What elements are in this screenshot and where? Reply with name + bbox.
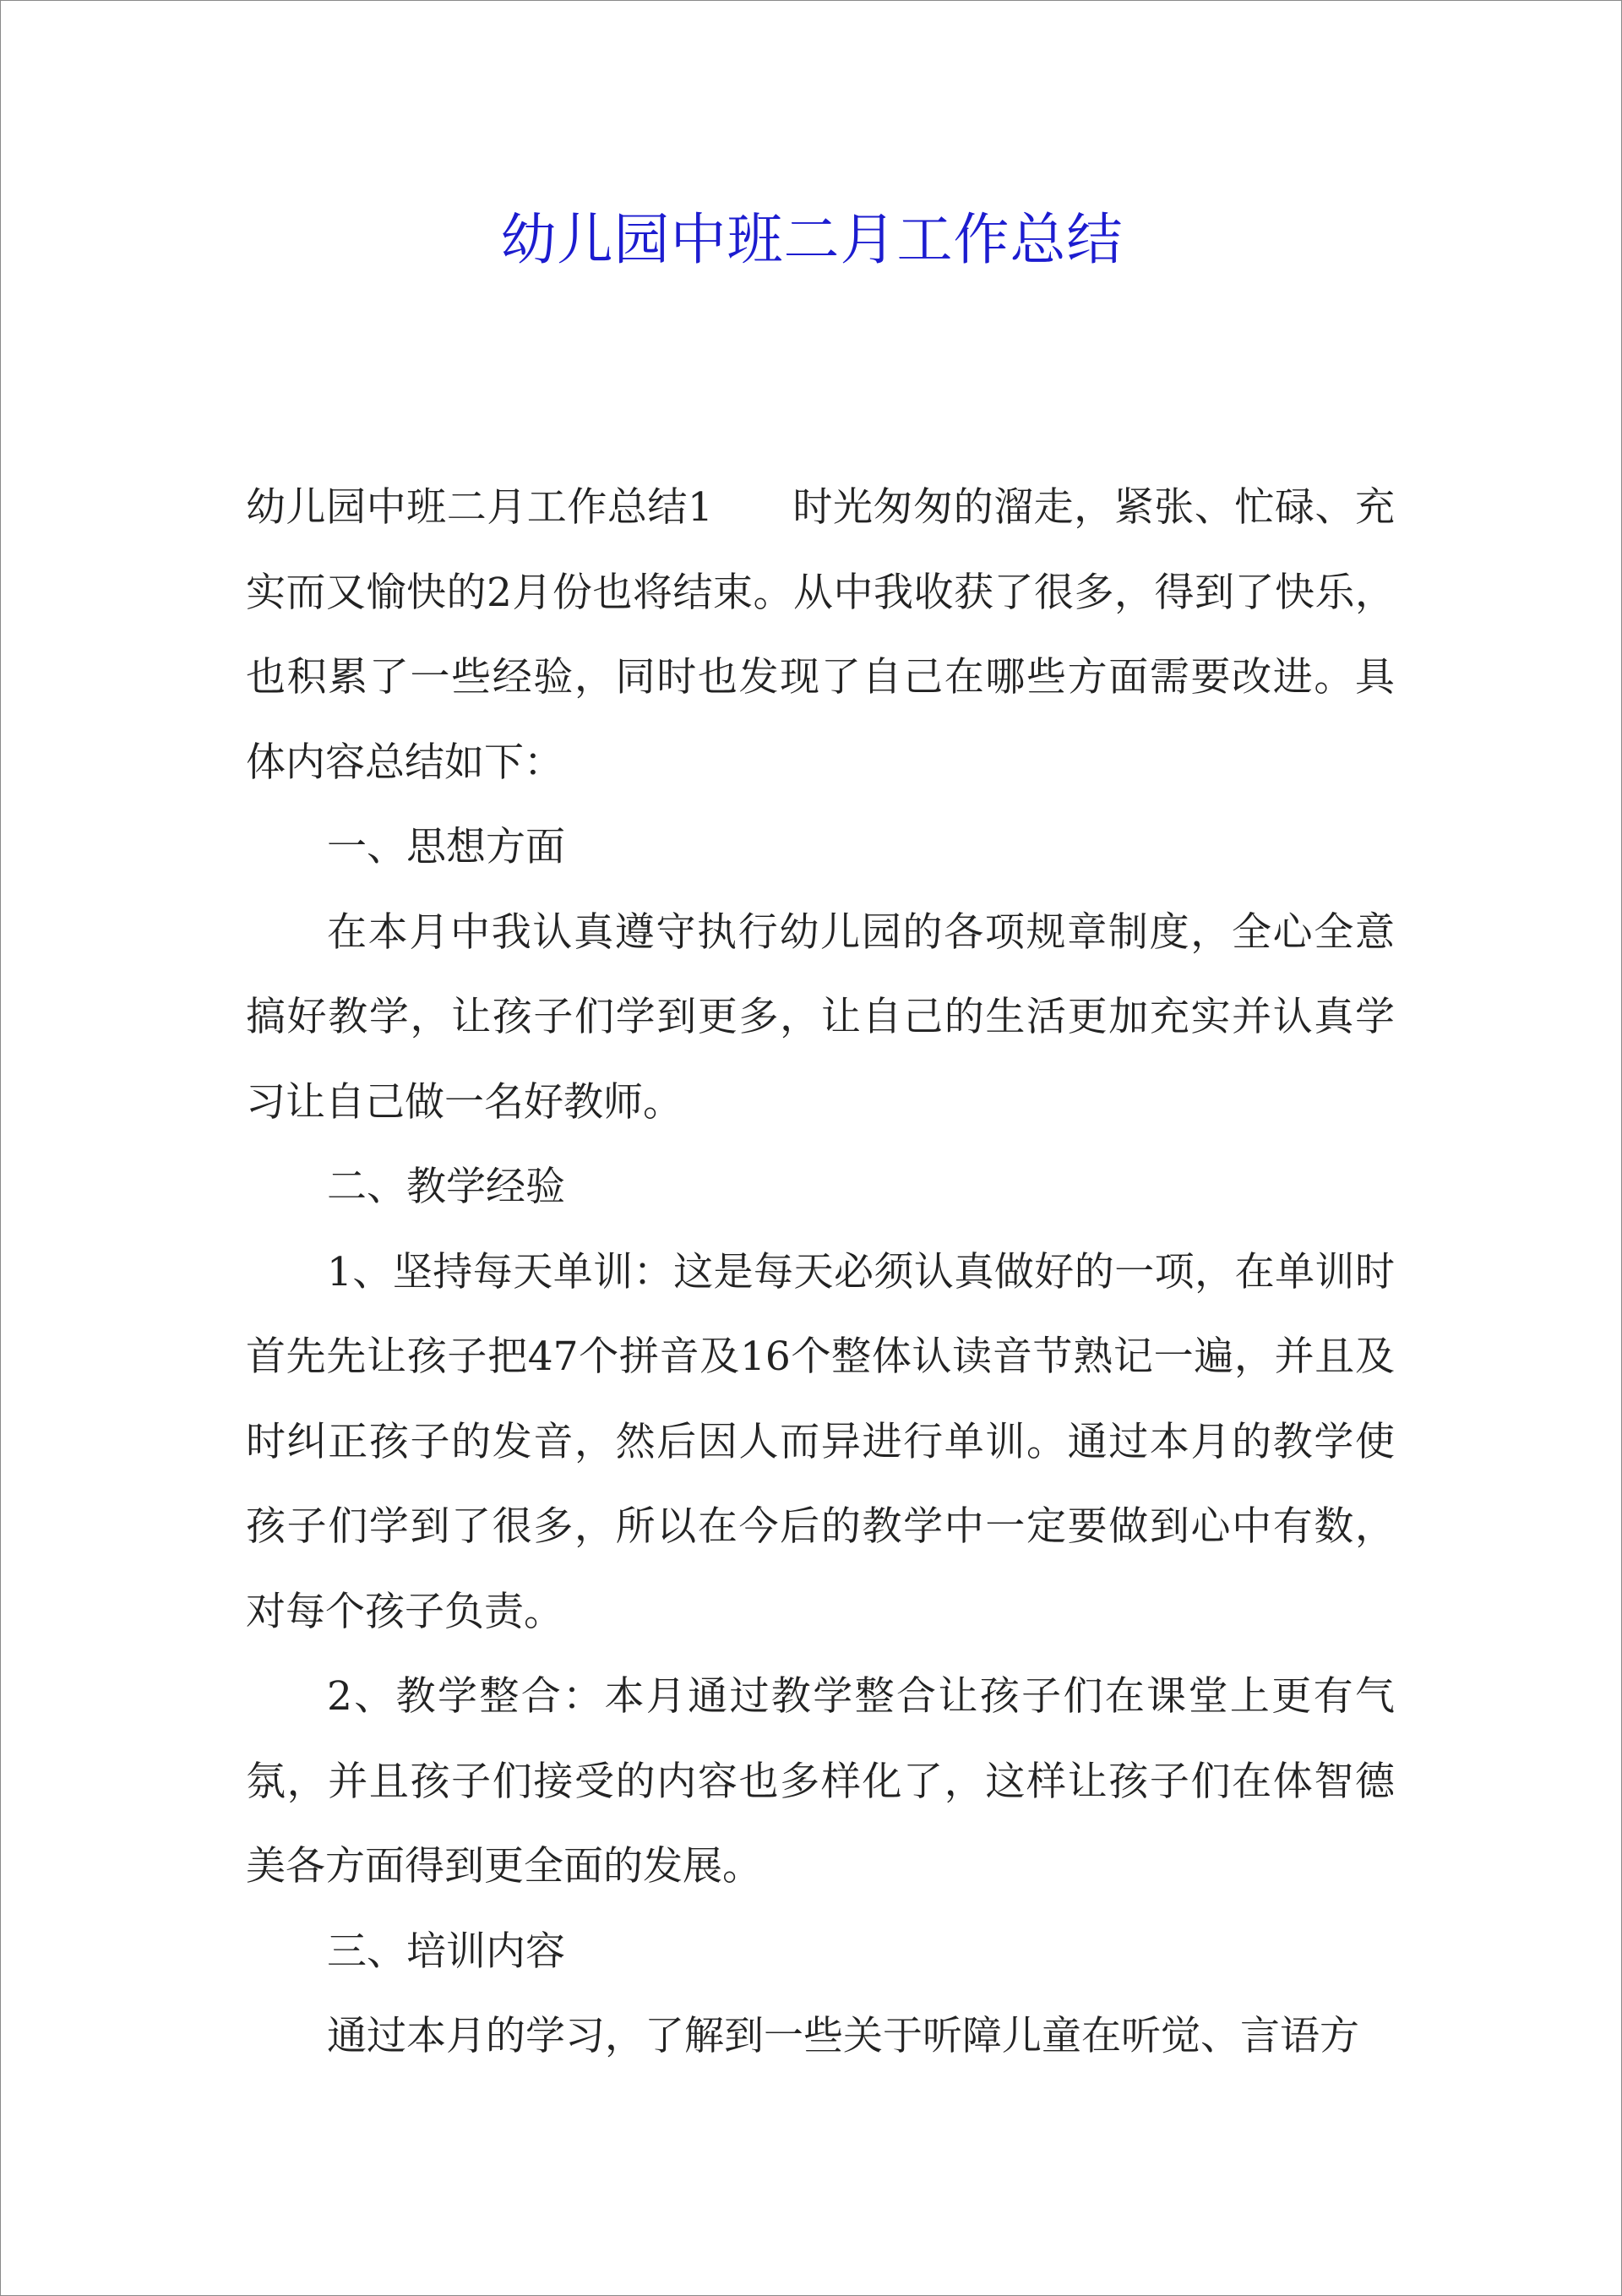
document-body <box>246 466 1395 2080</box>
intro-text: 时光匆匆的溜走，紧张、忙碌、充实而又愉快的2月份也将结束。从中我收获了很多，得到了快乐，也积累了一些经验，同时也发现了自己在哪些方面需要改进。具体内容总结如下： <box>246 484 1396 786</box>
paragraph-teaching-integration: 2、教学整合：本月通过教学整合让孩子们在课堂上更有气氛，并且孩子们接受的内容也多样化了，这样让孩子们在体智德美各方面得到更全面的发展。 <box>246 1673 1395 1890</box>
intro-heading: 幼儿园中班二月工作总结1 <box>246 484 713 531</box>
section-heading-training: 三、培训内容 <box>327 1928 565 1975</box>
intro-paragraph <box>246 466 1395 805</box>
section-heading-teaching: 二、教学经验 <box>327 1164 565 1210</box>
paragraph-daily-training: 1、坚持每天单训：这是每天必须认真做好的一项，在单训时首先先让孩子把47个拼音及16个整体认读音节熟记一遍，并且及时纠正孩子的发音，然后因人而异进行单训。通过本月的教学使孩子们学到了很多，所以在今后的教学中一定要做到心中有数，对每个孩子负责。 <box>246 1248 1395 1635</box>
document-title: 幼儿园中班二月工作总结 <box>500 207 1124 272</box>
section-heading-thought: 一、思想方面 <box>327 824 565 870</box>
paragraph-training-content: 通过本月的学习，了解到一些关于听障儿童在听觉、言语方 <box>327 2013 1359 2059</box>
paragraph-thought: 在本月中我认真遵守执行幼儿园的各项规章制度，全心全意搞好教学，让孩子们学到更多，让自己的生活更加充实并认真学习让自己做一名好教师。 <box>246 908 1395 1126</box>
